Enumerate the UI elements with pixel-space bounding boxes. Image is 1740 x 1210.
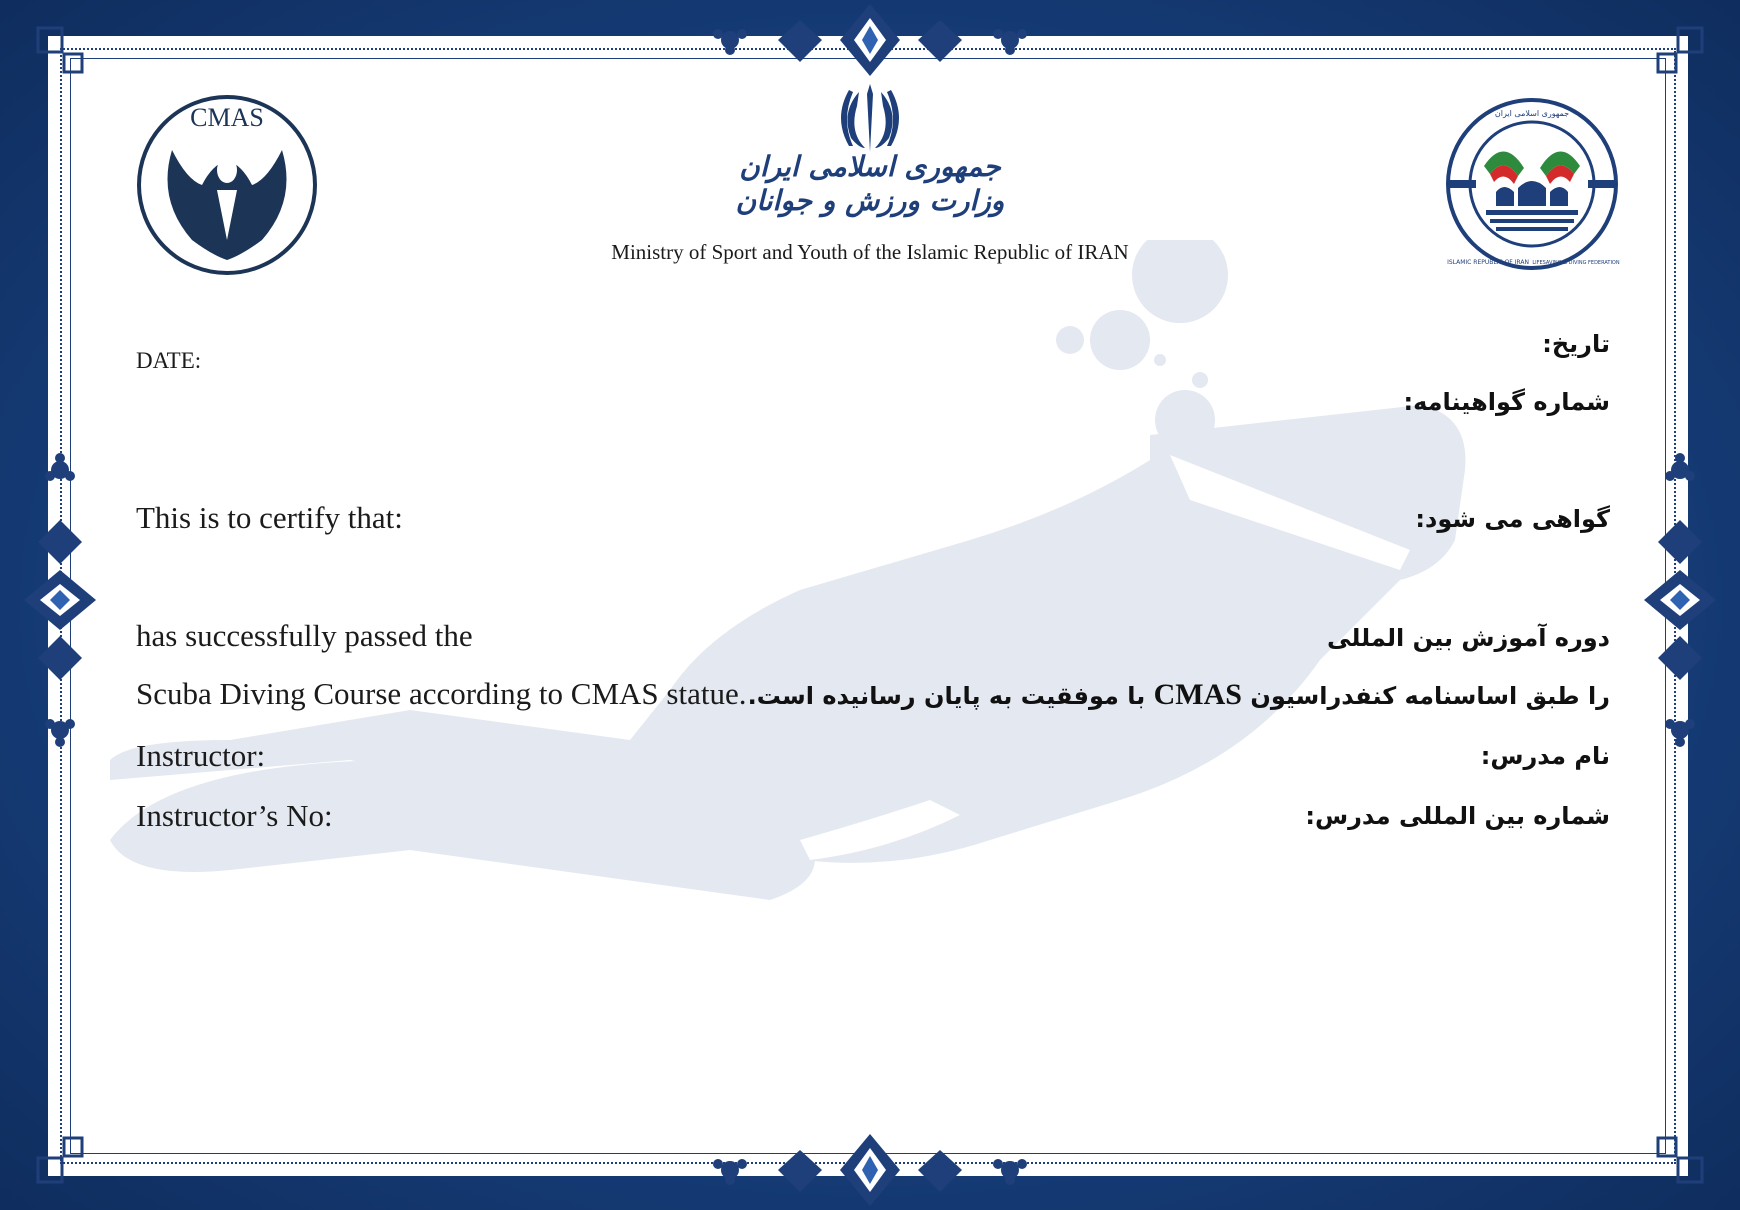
- course-pre-fa: را طبق اساسنامه کنفدراسیون: [1250, 682, 1610, 710]
- date-label-en: DATE:: [136, 348, 202, 373]
- corner-top-left: [34, 24, 94, 84]
- instructor-no-label-en: Instructor’s No:: [136, 798, 333, 833]
- federation-logo: [1444, 96, 1620, 272]
- corner-bottom-left: [34, 1126, 94, 1186]
- instructor-label-fa: نام مدرس:: [1480, 742, 1610, 770]
- corner-top-right: [1646, 24, 1706, 84]
- instructor-no-label-fa: شماره بین المللی مدرس:: [1305, 802, 1610, 830]
- emblem-line-1: جمهوری اسلامی ایران: [739, 150, 1001, 183]
- iran-emblem: [835, 82, 905, 154]
- passed-text-en: has successfully passed the: [136, 618, 473, 653]
- left-ornament: [20, 440, 100, 760]
- federation-logo-top: جمهوری اسلامی ایران: [1494, 109, 1570, 118]
- federation-logo-left: ISLAMIC REPUBLIC OF IRAN: [1447, 259, 1529, 266]
- cmas-logo-text: CMAS: [190, 103, 264, 132]
- emblem-persian-title: [700, 150, 1040, 217]
- emblem-line-2: وزارت ورزش و جوانان: [735, 183, 1005, 217]
- instructor-label-en: Instructor:: [136, 738, 266, 773]
- course-cmas: CMAS: [1153, 678, 1242, 711]
- bottom-ornament: [690, 1130, 1050, 1210]
- date-label-fa: تاریخ:: [1542, 330, 1610, 358]
- top-ornament: [690, 0, 1050, 80]
- cmas-logo: [132, 90, 322, 280]
- course-text-en: Scuba Diving Course according to CMAS statue.: [136, 676, 747, 711]
- ministry-title: Ministry of Sport and Youth of the Islamic Republic of IRAN: [611, 240, 1129, 264]
- cert-no-label-fa: شماره گواهینامه:: [1403, 388, 1610, 416]
- certify-label-fa: گواهی می شود:: [1415, 505, 1610, 533]
- course-post-fa: با موفقیت به پایان رسانیده است.: [747, 682, 1146, 710]
- certify-label-en: This is to certify that:: [136, 500, 403, 535]
- right-ornament: [1640, 440, 1720, 760]
- course-intl-fa: دوره آموزش بین المللی: [1327, 624, 1610, 652]
- federation-logo-right: LIFESAVING & DIVING FEDERATION: [1532, 260, 1620, 266]
- course-statement-fa: [748, 678, 1610, 712]
- corner-bottom-right: [1646, 1126, 1706, 1186]
